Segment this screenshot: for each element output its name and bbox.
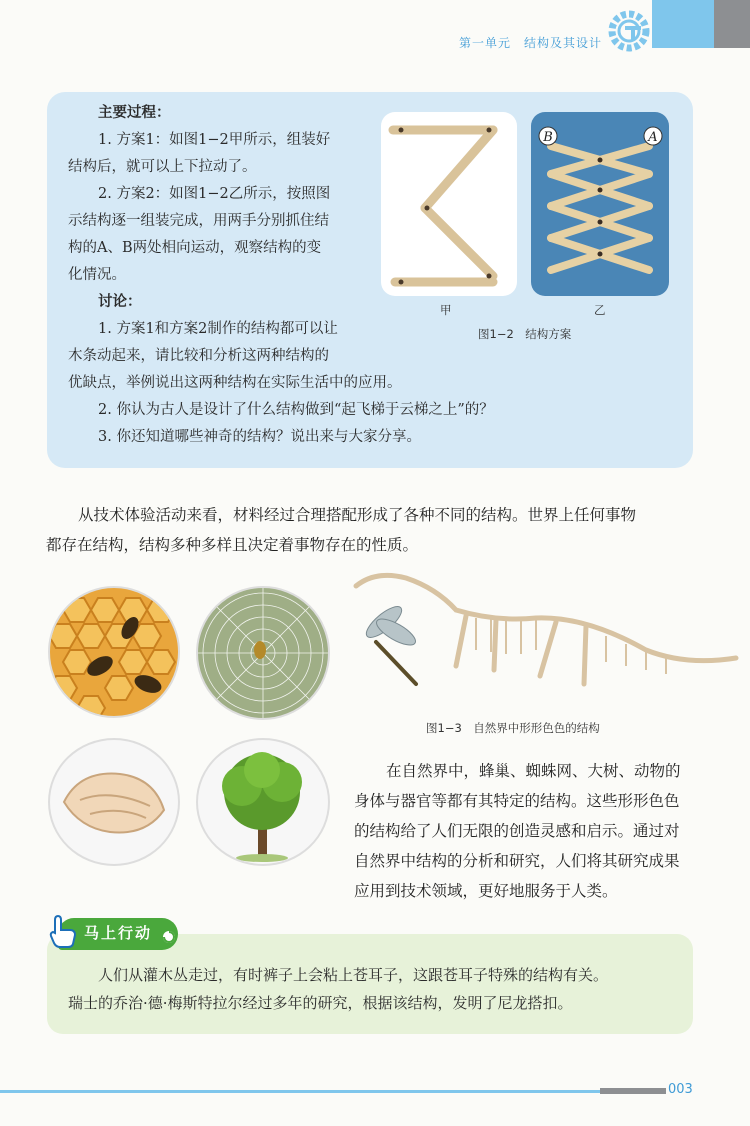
footer-grey-block bbox=[600, 1088, 666, 1094]
zigzag-structure-image bbox=[381, 112, 517, 296]
spider-web-icon bbox=[198, 588, 328, 718]
process-line: 构的A、B两处相向运动，观察结构的变 bbox=[68, 240, 322, 256]
photo-plan-b bbox=[531, 112, 669, 296]
nature-line: 应用到技术领域，更好地服务于人类。 bbox=[354, 882, 618, 900]
discussion-line: 3. 你还知道哪些神奇的结构？说出来与大家分享。 bbox=[98, 429, 421, 445]
header-grey-block bbox=[714, 0, 750, 48]
marker-a: A bbox=[648, 130, 658, 145]
figure-caption-1-2: 图1−2 结构方案 bbox=[478, 327, 572, 341]
honeycomb-icon bbox=[50, 588, 178, 716]
dinosaur-skeleton-image bbox=[346, 566, 740, 706]
action-line: 人们从灌木丛走过，有时裤子上会粘上苍耳子，这跟苍耳子特殊的结构有关。 bbox=[98, 966, 609, 984]
photo-plan-a bbox=[381, 112, 517, 296]
refresh-icon bbox=[160, 928, 178, 946]
seashell-icon bbox=[50, 740, 178, 864]
action-title: 马上行动 bbox=[84, 924, 153, 942]
process-line: 化情况。 bbox=[68, 267, 126, 283]
photo-a-label: 甲 bbox=[440, 303, 452, 317]
process-line: 示结构逐一组装完成，用两手分别抓住结 bbox=[68, 213, 329, 229]
tree-icon bbox=[198, 740, 328, 864]
pointing-hand-icon bbox=[48, 914, 78, 948]
process-line: 1. 方案1：如图1−2甲所示，组装好 bbox=[98, 132, 331, 148]
discussion-line: 木条动起来，请比较和分析这两种结构的 bbox=[68, 348, 329, 364]
gear-icon bbox=[606, 8, 652, 54]
discussion-line: 2. 你认为古人是设计了什么结构做到“起飞梯于云梯之上”的？ bbox=[98, 402, 494, 418]
scissor-structure-image bbox=[531, 112, 669, 296]
discussion-line: 1. 方案1和方案2制作的结构都可以让 bbox=[98, 321, 338, 337]
nature-line: 的结构给了人们无限的创造灵感和启示。通过对 bbox=[354, 822, 680, 840]
spider-web-image bbox=[196, 586, 330, 720]
process-line: 2. 方案2：如图1−2乙所示，按照图 bbox=[98, 186, 331, 202]
intro-line: 都存在结构，结构多种多样且决定着事物存在的性质。 bbox=[46, 536, 419, 554]
intro-line: 从技术体验活动来看，材料经过合理搭配形成了各种不同的结构。世界上任何事物 bbox=[78, 506, 637, 524]
marker-b: B bbox=[543, 130, 553, 145]
action-line: 瑞士的乔治·德·梅斯特拉尔经过多年的研究，根据该结构，发明了尼龙搭扣。 bbox=[68, 994, 573, 1012]
figure-caption-1-3: 图1−3 自然界中形形色色的结构 bbox=[426, 721, 600, 735]
footer-line bbox=[0, 1090, 600, 1093]
discussion-heading: 讨论： bbox=[98, 294, 142, 310]
nature-line: 自然界中结构的分析和研究，人们将其研究成果 bbox=[354, 852, 680, 870]
process-heading: 主要过程： bbox=[98, 105, 171, 121]
process-line: 结构后，就可以上下拉动了。 bbox=[68, 159, 257, 175]
nature-line: 在自然界中，蜂巢、蜘蛛网、大树、动物的 bbox=[386, 762, 681, 780]
section-title: 第一单元 结构及其设计 bbox=[458, 36, 602, 50]
honeycomb-image bbox=[48, 586, 180, 718]
tree-image bbox=[196, 738, 330, 866]
header-band bbox=[652, 0, 714, 48]
seashell-image bbox=[48, 738, 180, 866]
dinosaur-skeleton-icon bbox=[346, 566, 740, 706]
nature-line: 身体与器官等都有其特定的结构。这些形形色色 bbox=[354, 792, 680, 810]
discussion-line: 优缺点，举例说出这两种结构在实际生活中的应用。 bbox=[68, 375, 402, 391]
photo-b-label: 乙 bbox=[594, 303, 606, 317]
page-number: 003 bbox=[668, 1082, 693, 1097]
